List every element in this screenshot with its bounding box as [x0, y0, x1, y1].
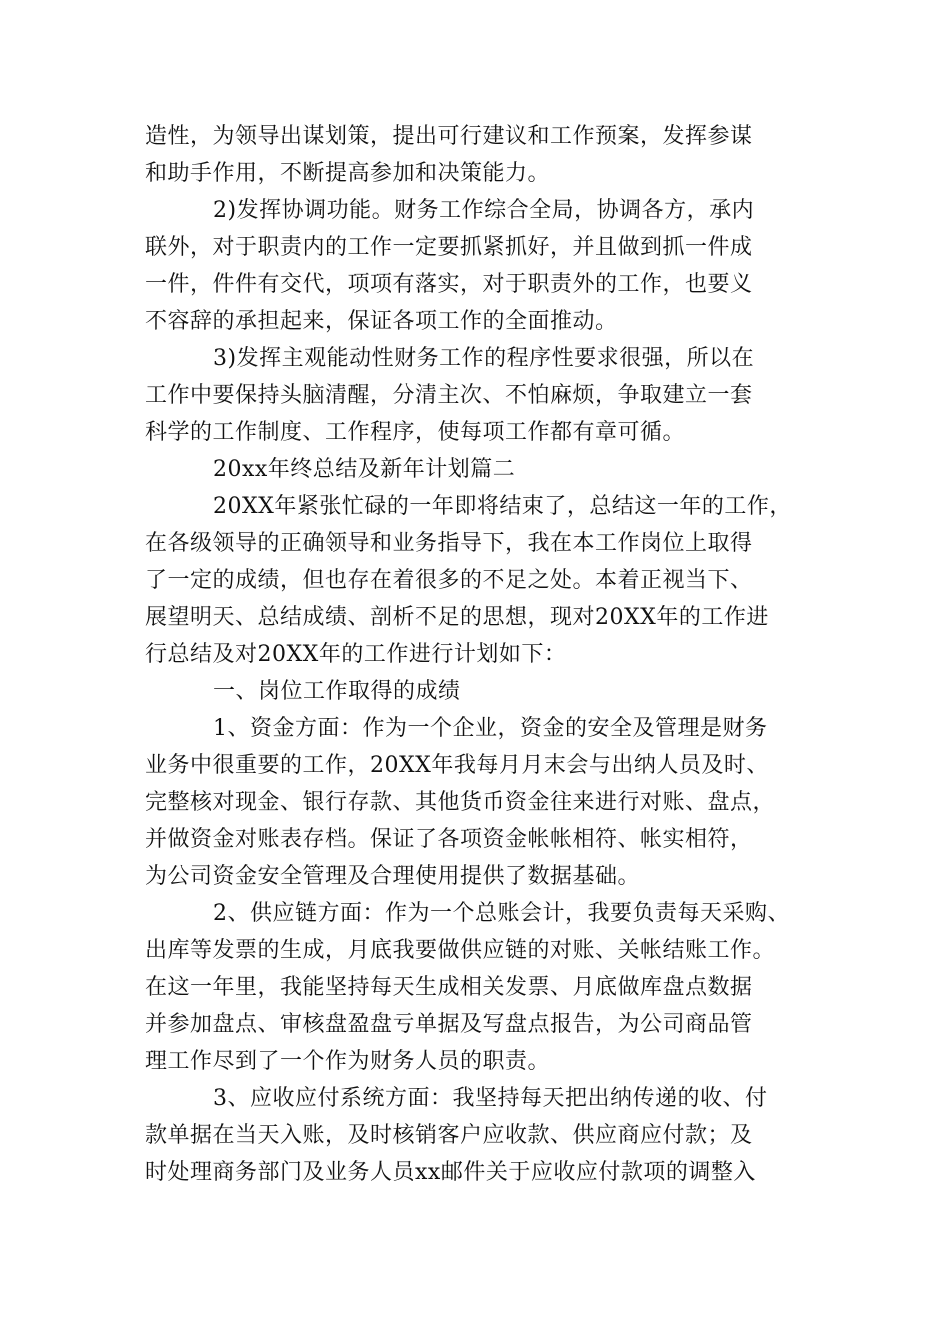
document-body — [145, 118, 815, 1191]
text-line: 一、岗位工作取得的成绩 — [213, 679, 461, 704]
text-line: 工作中要保持头脑清醒，分清主次、不怕麻烦，争取建立一套 — [145, 383, 753, 408]
text-line: 3、应收应付系统方面：我坚持每天把出纳传递的收、付 — [213, 1086, 768, 1111]
text-line: 不容辞的承担起来，保证各项工作的全面推动。 — [145, 309, 618, 334]
text-line: 造性，为领导出谋划策，提出可行建议和工作预案，发挥参谋 — [145, 124, 753, 149]
text-line: 20XX年紧张忙碌的一年即将结束了，总结这一年的工作， — [213, 494, 792, 519]
text-line: 联外，对于职责内的工作一定要抓紧抓好，并且做到抓一件成 — [145, 235, 753, 260]
text-line: 在各级领导的正确领导和业务指导下，我在本工作岗位上取得 — [145, 531, 753, 556]
text-line: 展望明天、总结成绩、剖析不足的思想，现对20XX年的工作进 — [145, 605, 769, 630]
text-line: 业务中很重要的工作，20XX年我每月月末会与出纳人员及时、 — [145, 753, 769, 778]
text-line: 时处理商务部门及业务人员xx邮件关于应收应付款项的调整入 — [145, 1160, 756, 1185]
text-line: 出库等发票的生成，月底我要做供应链的对账、关帐结账工作。 — [145, 938, 776, 963]
text-line: 2)发挥协调功能。财务工作综合全局，协调各方，承内 — [213, 198, 755, 223]
text-line: 为公司资金安全管理及合理使用提供了数据基础。 — [145, 864, 641, 889]
text-line: 20xx年终总结及新年计划篇二 — [213, 457, 516, 482]
text-line: 行总结及对20XX年的工作进行计划如下： — [145, 642, 567, 667]
text-line: 理工作尽到了一个作为财务人员的职责。 — [145, 1049, 551, 1074]
text-line: 并参加盘点、审核盘盈盘亏单据及写盘点报告，为公司商品管 — [145, 1012, 753, 1037]
text-line: 1、资金方面：作为一个企业，资金的安全及管理是财务 — [213, 716, 768, 741]
text-line: 3)发挥主观能动性财务工作的程序性要求很强，所以在 — [213, 346, 755, 371]
text-line: 款单据在当天入账，及时核销客户应收款、供应商应付款；及 — [145, 1123, 753, 1148]
text-line: 科学的工作制度、工作程序，使每项工作都有章可循。 — [145, 420, 686, 445]
text-line: 2、供应链方面：作为一个总账会计，我要负责每天采购、 — [213, 901, 790, 926]
text-line: 并做资金对账表存档。保证了各项资金帐帐相符、帐实相符， — [145, 827, 753, 852]
text-line: 了一定的成绩，但也存在着很多的不足之处。本着正视当下、 — [145, 568, 753, 593]
text-line: 和助手作用，不断提高参加和决策能力。 — [145, 161, 551, 186]
text-line: 在这一年里，我能坚持每天生成相关发票、月底做库盘点数据 — [145, 975, 753, 1000]
text-line: 一件，件件有交代，项项有落实，对于职责外的工作，也要义 — [145, 272, 753, 297]
text-line: 完整核对现金、银行存款、其他货币资金往来进行对账、盘点， — [145, 790, 776, 815]
